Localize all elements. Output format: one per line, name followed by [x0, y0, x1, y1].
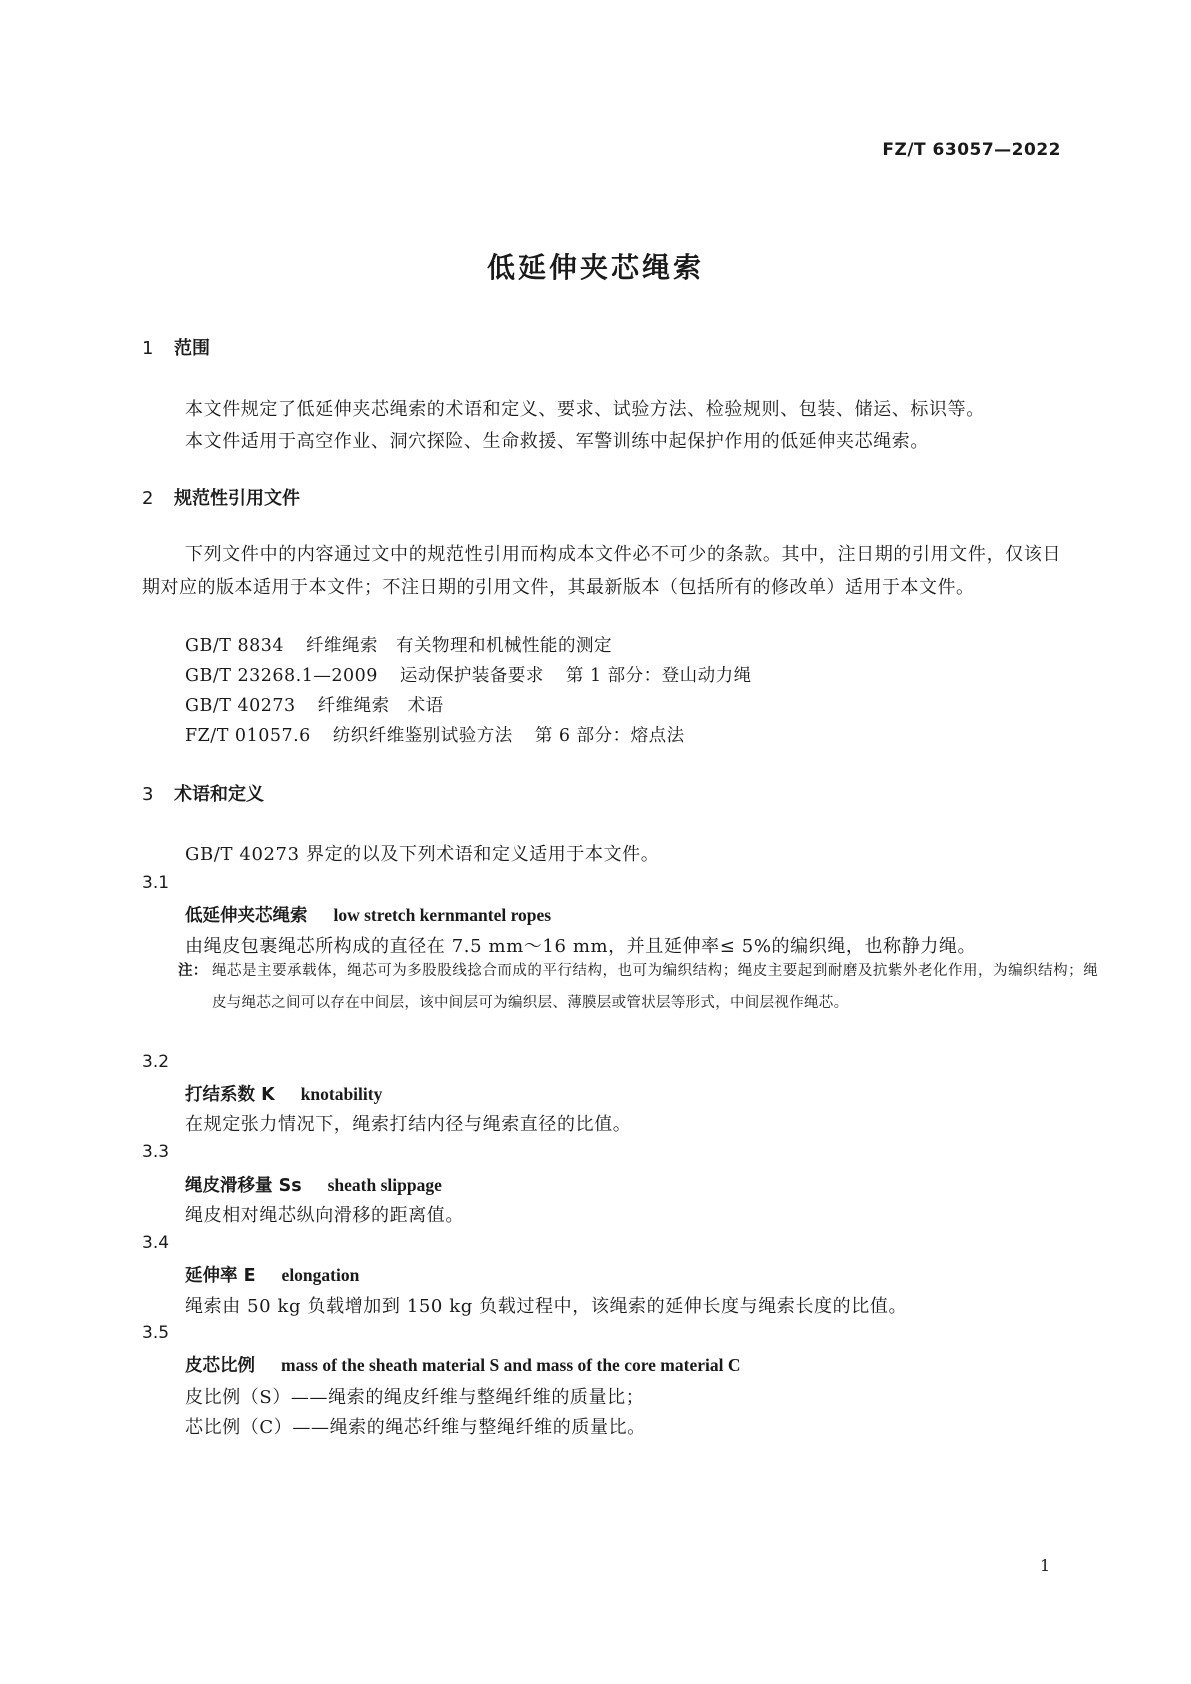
term-note — [178, 955, 1098, 1019]
clause-number: 3.3 — [142, 1142, 170, 1162]
section-title: 术语和定义 — [174, 784, 264, 805]
reference-item — [185, 662, 752, 687]
clause-number: 3.2 — [142, 1052, 170, 1072]
reference-code: GB/T 8834 — [185, 636, 285, 656]
section-number: 3 — [142, 784, 154, 805]
term-chinese: 绳皮滑移量 Ss — [185, 1176, 302, 1196]
reference-code: FZ/T 01057.6 — [185, 726, 311, 746]
section-heading-normative-references — [142, 484, 300, 510]
document-title: 低延伸夹芯绳索 — [486, 251, 704, 284]
scope-paragraph-1: 本文件规定了低延伸夹芯绳索的术语和定义、要求、试验方法、检验规则、包装、储运、标识等。 — [185, 399, 985, 420]
reference-part: 第 1 部分：登山动力绳 — [565, 666, 752, 686]
term-english: sheath slippage — [327, 1175, 442, 1195]
reference-title: 运动保护装备要求 — [399, 666, 544, 686]
term-definition-2: 芯比例（C）——绳索的绳芯纤维与整绳纤维的质量比。 — [185, 1417, 646, 1438]
section-title: 规范性引用文件 — [174, 488, 300, 509]
term-entry — [185, 902, 551, 927]
clause-number: 3.5 — [142, 1323, 170, 1343]
term-definition: 绳索由 50 kg 负载增加到 150 kg 负载过程中，该绳索的延伸长度与绳索长度的比值。 — [185, 1296, 908, 1317]
term-chinese: 皮芯比例 — [185, 1356, 255, 1376]
term-definition: 皮比例（S）——绳索的绳皮纤维与整绳纤维的质量比； — [185, 1387, 645, 1408]
term-chinese: 打结系数 K — [185, 1085, 275, 1105]
term-definition: 在规定张力情况下，绳索打结内径与绳索直径的比值。 — [185, 1114, 632, 1135]
term-english: mass of the sheath material S and mass of the core material C — [281, 1355, 741, 1375]
reference-title: 纺织纤维鉴别试验方法 — [332, 726, 513, 746]
section-heading-scope — [142, 334, 210, 360]
reference-part: 第 6 部分：熔点法 — [534, 726, 685, 746]
term-chinese: 延伸率 E — [185, 1266, 256, 1286]
term-definition: 由绳皮包裹绳芯所构成的直径在 7.5 mm～16 mm，并且延伸率≤ 5%的编织绳，也称静力绳。 — [185, 936, 977, 957]
section-title: 范围 — [174, 338, 210, 359]
term-entry — [185, 1081, 382, 1106]
section-heading-terms-definitions — [142, 780, 264, 806]
section-number: 1 — [142, 338, 154, 359]
term-chinese: 低延伸夹芯绳索 — [185, 906, 308, 926]
reference-title: 纤维绳索 术语 — [317, 696, 444, 716]
term-english: low stretch kernmantel ropes — [333, 905, 552, 925]
reference-title: 纤维绳索 有关物理和机械性能的测定 — [306, 636, 613, 656]
reference-item — [185, 722, 685, 747]
reference-item — [185, 692, 444, 717]
term-entry — [185, 1172, 442, 1197]
scope-paragraph-2: 本文件适用于高空作业、洞穴探险、生命救援、军警训练中起保护作用的低延伸夹芯绳索。 — [185, 431, 929, 452]
reference-item — [185, 632, 612, 657]
term-english: knotability — [300, 1084, 383, 1104]
clause-number: 3.1 — [142, 873, 170, 893]
standard-number: FZ/T 63057—2022 — [882, 140, 1061, 160]
clause-number: 3.4 — [142, 1233, 170, 1253]
note-label: 注： — [178, 963, 208, 979]
terms-intro: GB/T 40273 界定的以及下列术语和定义适用于本文件。 — [185, 844, 660, 865]
references-intro-paragraph: 下列文件中的内容通过文中的规范性引用而构成本文件必不可少的条款。其中，注日期的引用文件，仅该日期对应的版本适用于本文件；不注日期的引用文件，其最新版本（包括所有的修改单）适用于本文件。 — [142, 544, 1061, 598]
reference-code: GB/T 23268.1—2009 — [185, 666, 378, 686]
term-entry — [185, 1352, 740, 1377]
note-text: 绳芯是主要承载体，绳芯可为多股股线捻合而成的平行结构，也可为编织结构；绳皮主要起到耐磨及抗紫外老化作用，为编织结构；绳皮与绳芯之间可以存在中间层，该中间层可为编织层、薄膜层或管状层等形式，中间层视作绳芯。 — [212, 963, 1098, 1011]
term-entry — [185, 1262, 359, 1287]
page-number: 1 — [1040, 1556, 1051, 1575]
term-definition: 绳皮相对绳芯纵向滑移的距离值。 — [185, 1205, 464, 1226]
reference-code: GB/T 40273 — [185, 696, 296, 716]
term-english: elongation — [281, 1265, 360, 1285]
section-number: 2 — [142, 488, 154, 509]
